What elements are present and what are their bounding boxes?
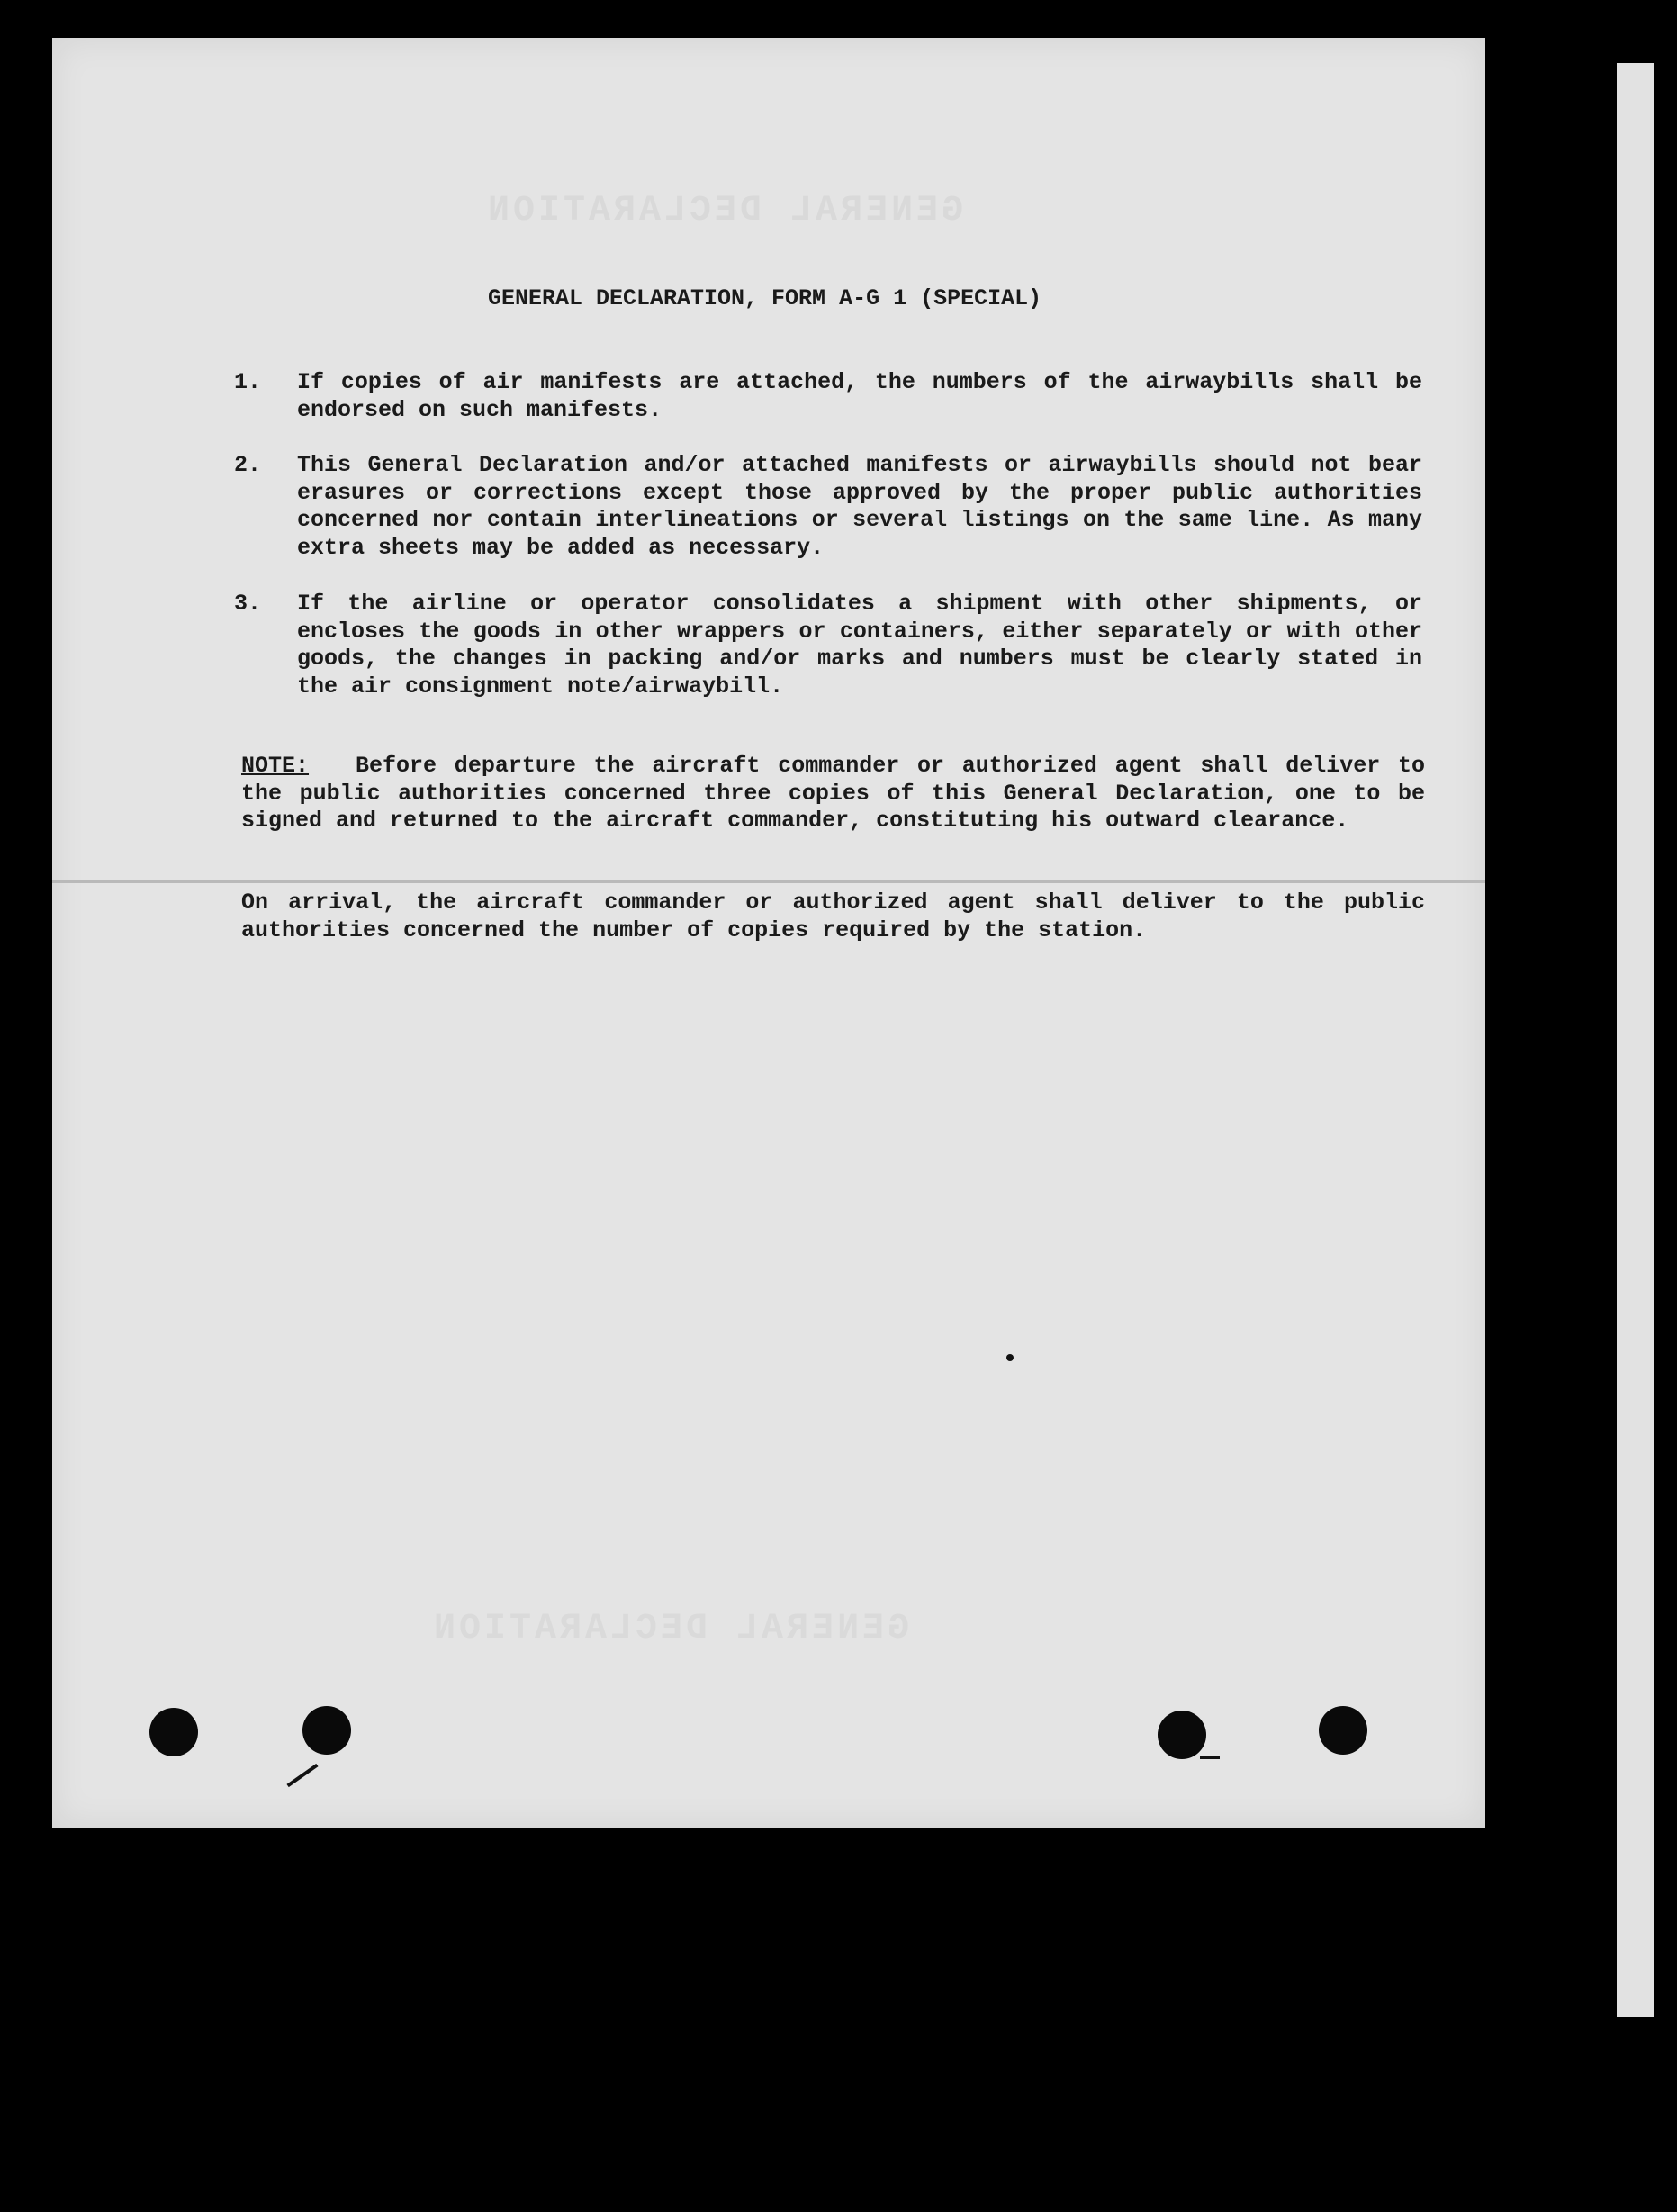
item-text: If copies of air manifests are attached, the numbers of the airwaybills shall be endorsed on such manifests. xyxy=(297,369,1422,423)
show-through-text: GENERAL DECLARATION xyxy=(430,1609,910,1649)
punch-hole xyxy=(1319,1706,1367,1755)
item-text: This General Declaration and/or attached manifests or airwaybills should not bear erasures or corrections except those approved by the proper public authorities concerned nor contain interlineations or several listings on the same line. As many extra sheets may be added as necessary. xyxy=(297,452,1422,561)
ink-mark xyxy=(1006,1354,1014,1361)
item-number: 3. xyxy=(234,591,262,617)
punch-hole xyxy=(149,1708,198,1756)
note-paragraph xyxy=(241,753,1425,835)
ink-mark xyxy=(286,1764,318,1787)
document-title: GENERAL DECLARATION, FORM A-G 1 (SPECIAL) xyxy=(488,285,1042,311)
item-number: 2. xyxy=(234,452,262,478)
note-label: NOTE: xyxy=(241,753,310,779)
adjacent-page-edge xyxy=(1617,63,1654,2017)
ink-mark xyxy=(1200,1756,1220,1759)
item-text: If the airline or operator consolidates a shipment with other shipments, or encloses the goods in other wrappers or containers, either separately or with other goods, the changes in packing and/or marks and numbers must be clearly stated in the air consignment note/airwaybill. xyxy=(297,591,1422,700)
punch-hole xyxy=(1158,1711,1206,1759)
page-fold-line xyxy=(52,880,1485,883)
arrival-paragraph: On arrival, the aircraft commander or authorized agent shall deliver to the public authorities concerned the number of copies required by the station. xyxy=(241,889,1425,943)
document-page xyxy=(52,38,1485,1828)
punch-hole xyxy=(302,1706,351,1755)
note-text: Before departure the aircraft commander or authorized agent shall deliver to the public authorities concerned three copies of this General Declaration, one to be signed and returned to the aircraft commander, constituting his outward clearance. xyxy=(241,753,1425,834)
item-number: 1. xyxy=(234,369,262,395)
show-through-text: GENERAL DECLARATION xyxy=(484,191,964,231)
